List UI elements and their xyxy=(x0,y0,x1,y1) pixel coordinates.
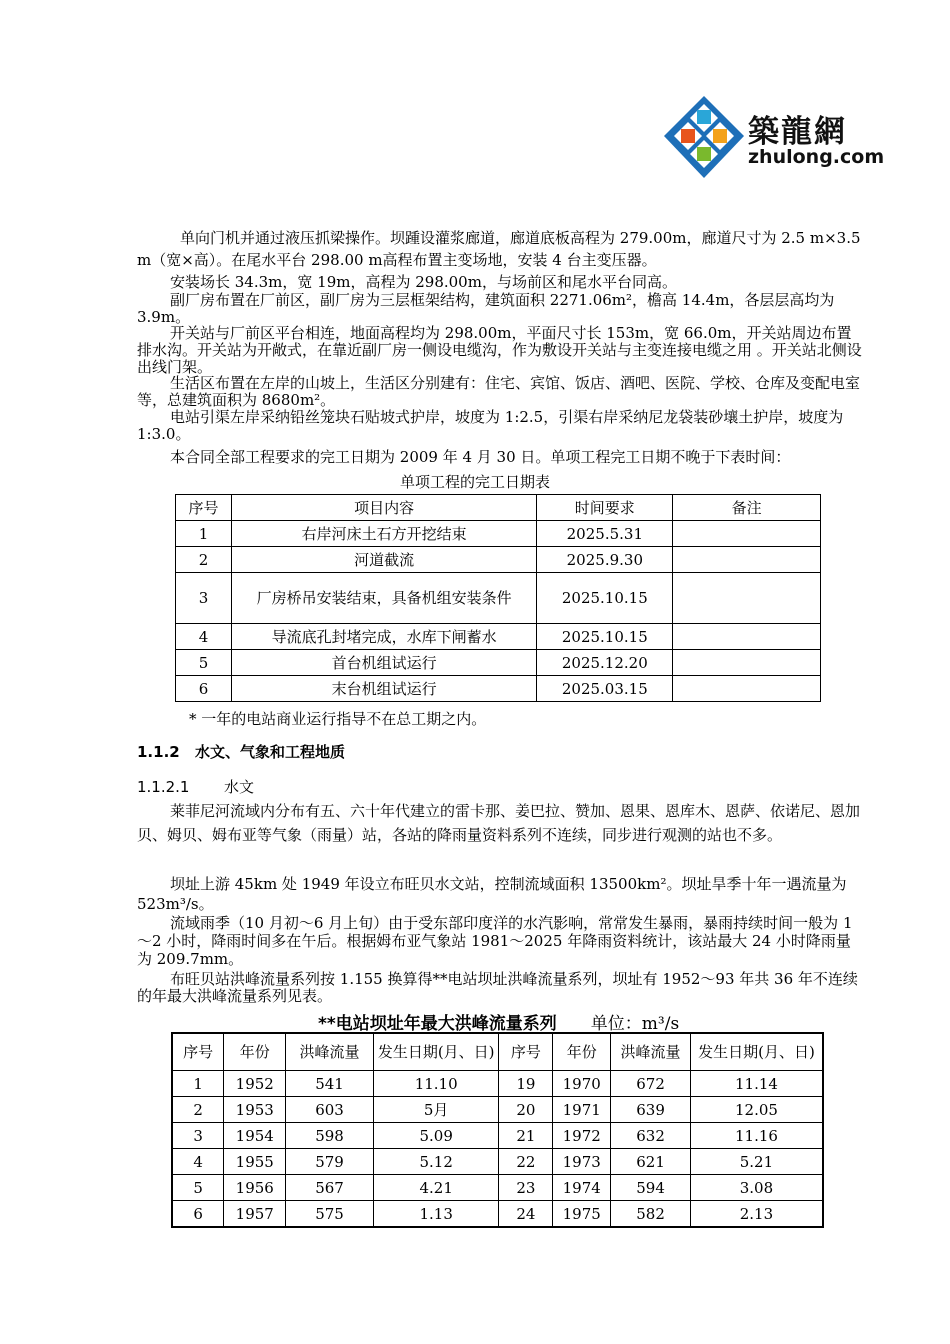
cell-index: 1 xyxy=(176,521,232,547)
cell: 5.21 xyxy=(690,1149,823,1175)
table-row xyxy=(172,1097,823,1123)
logo-mark-icon xyxy=(664,96,744,178)
cell: 19 xyxy=(499,1071,553,1097)
cell-item: 右岸河床土石方开挖结束 xyxy=(231,521,536,547)
table-row xyxy=(176,547,821,573)
table-row xyxy=(172,1071,823,1097)
cell: 3 xyxy=(172,1123,224,1149)
hydro-paragraph-2: 坝址上游 45km 处 1949 年设立布旺贝水文站，控制流域面积 13500km²。坝址旱季十年一遇流量为 523m³/s。 xyxy=(137,875,847,913)
subsection-number: 1.1.2.1 xyxy=(137,778,190,796)
cell: 11.10 xyxy=(373,1071,499,1097)
cell-index: 6 xyxy=(176,676,232,702)
header-cell: 洪峰流量 xyxy=(611,1033,691,1071)
header-date-label: 发生日期(月、日) xyxy=(698,1043,815,1061)
cell-item: 厂房桥吊安装结束，具备机组安装条件 xyxy=(231,573,536,624)
cell-item: 末台机组试运行 xyxy=(231,676,536,702)
cell: 2.13 xyxy=(690,1201,823,1228)
cell: 5.12 xyxy=(373,1149,499,1175)
cell: 639 xyxy=(611,1097,691,1123)
cell: 594 xyxy=(611,1175,691,1201)
cell: 1973 xyxy=(553,1149,611,1175)
cell: 24 xyxy=(499,1201,553,1228)
cell: 1953 xyxy=(224,1097,286,1123)
cell-item: 导流底孔封堵完成，水库下闸蓄水 xyxy=(231,624,536,650)
cell: 1971 xyxy=(553,1097,611,1123)
table-header-row xyxy=(172,1033,823,1071)
cell: 1970 xyxy=(553,1071,611,1097)
header-cell: 年份 xyxy=(553,1033,611,1071)
cell: 1.13 xyxy=(373,1201,499,1228)
section-number: 1.1.2 xyxy=(137,743,180,761)
cell: 579 xyxy=(286,1149,374,1175)
cell-index: 2 xyxy=(176,547,232,573)
subsection-heading xyxy=(137,776,254,797)
table-row xyxy=(176,521,821,547)
table-row xyxy=(176,624,821,650)
cell: 672 xyxy=(611,1071,691,1097)
cell: 1956 xyxy=(224,1175,286,1201)
paragraph-2: 安装场长 34.3m，宽 19m，高程为 298.00m，与场前区和尾水平台同高。 xyxy=(170,273,677,291)
cell: 1955 xyxy=(224,1149,286,1175)
cell-remark xyxy=(673,547,821,573)
completion-date-table xyxy=(175,494,821,702)
cell: 1972 xyxy=(553,1123,611,1149)
cell: 1952 xyxy=(224,1071,286,1097)
zhulong-logo xyxy=(664,96,884,186)
logo-english-text: zhulong.com xyxy=(748,146,885,168)
flood-peak-table xyxy=(171,1032,824,1228)
cell-item: 河道截流 xyxy=(231,547,536,573)
cell-remark xyxy=(673,624,821,650)
header-cell: 序号 xyxy=(172,1033,224,1071)
cell: 1957 xyxy=(224,1201,286,1228)
cell-item: 首台机组试运行 xyxy=(231,650,536,676)
table-row xyxy=(172,1175,823,1201)
table-row xyxy=(172,1149,823,1175)
cell-date: 2025.9.30 xyxy=(537,547,673,573)
cell: 22 xyxy=(499,1149,553,1175)
cell: 21 xyxy=(499,1123,553,1149)
cell: 603 xyxy=(286,1097,374,1123)
cell-remark xyxy=(673,573,821,624)
hydro-paragraph-3: 流域雨季（10 月初～6 月上旬）由于受东部印度洋的水汽影响，常常发生暴雨，暴雨持续时间一般为 1～2 小时，降雨时间多在午后。根据姆布亚气象站 1981～2025 年降雨资料统计，该站最大 24 小时降雨量为 209.7mm。 xyxy=(137,914,853,968)
cell-remark xyxy=(673,676,821,702)
header-cell xyxy=(373,1033,499,1071)
cell: 3.08 xyxy=(690,1175,823,1201)
table-row xyxy=(176,676,821,702)
cell: 541 xyxy=(286,1071,374,1097)
cell-date: 2025.5.31 xyxy=(537,521,673,547)
table1-caption: 单项工程的完工日期表 xyxy=(399,473,550,491)
cell: 5月 xyxy=(373,1097,499,1123)
cell-index: 4 xyxy=(176,624,232,650)
cell: 575 xyxy=(286,1201,374,1228)
paragraph-7: 本合同全部工程要求的完工日期为 2009 年 4 月 30 日。单项工程完工日期不晚于下表时间： xyxy=(170,448,791,466)
cell: 4.21 xyxy=(373,1175,499,1201)
header-cell: 时间要求 xyxy=(537,495,673,521)
header-cell: 项目内容 xyxy=(231,495,536,521)
cell-date: 2025.10.15 xyxy=(537,624,673,650)
cell: 1 xyxy=(172,1071,224,1097)
cell-remark xyxy=(673,521,821,547)
header-date-label: 发生日期(月、日) xyxy=(377,1043,495,1061)
cell-index: 3 xyxy=(176,573,232,624)
cell: 5 xyxy=(172,1175,224,1201)
hydro-paragraph-4: 布旺贝站洪峰流量系列按 1.155 换算得**电站坝址洪峰流量系列，坝址有 1952～93 年共 36 年不连续的年最大洪峰流量系列见表。 xyxy=(137,970,858,1005)
cell: 2 xyxy=(172,1097,224,1123)
cell: 20 xyxy=(499,1097,553,1123)
cell-index: 5 xyxy=(176,650,232,676)
cell: 23 xyxy=(499,1175,553,1201)
cell: 5.09 xyxy=(373,1123,499,1149)
table-header-row xyxy=(176,495,821,521)
table-row xyxy=(176,650,821,676)
cell: 632 xyxy=(611,1123,691,1149)
header-cell xyxy=(690,1033,823,1071)
table2-caption xyxy=(318,1009,679,1034)
paragraph-6: 电站引渠左岸采纳铅丝笼块石贴坡式护岸，坡度为 1:2.5，引渠右岸采纳尼龙袋装砂壤土护岸，坡度为 1:3.0。 xyxy=(137,408,844,443)
cell: 11.16 xyxy=(690,1123,823,1149)
header-cell: 序号 xyxy=(499,1033,553,1071)
header-cell: 洪峰流量 xyxy=(286,1033,374,1071)
paragraph-4: 开关站与厂前区平台相连，地面高程均为 298.00m，平面尺寸长 153m，宽 66.0m，开关站周边布置排水沟。开关站为开敞式，在靠近副厂房一侧设电缆沟，作为敷设开关站与主变连接电缆之用 。开关站北侧设出线门架。 xyxy=(137,324,862,376)
paragraph-1: 单向门机并通过液压抓梁操作。坝踵设灌浆廊道，廊道底板高程为 279.00m，廊道尺寸为 2.5 m×3.5 m（宽×高）。在尾水平台 298.00 m高程布置主变场地，安装 4 台主变压器。 xyxy=(137,229,861,269)
paragraph-5: 生活区布置在左岸的山坡上，生活区分别建有：住宅、宾馆、饭店、酒吧、医院、学校、仓库及变配电室等，总建筑面积为 8680m²。 xyxy=(137,374,861,409)
table2-title: **电站坝址年最大洪峰流量系列 xyxy=(318,1014,557,1034)
table-row xyxy=(176,573,821,624)
cell: 567 xyxy=(286,1175,374,1201)
subsection-title: 水文 xyxy=(224,778,255,796)
cell: 12.05 xyxy=(690,1097,823,1123)
cell: 1975 xyxy=(553,1201,611,1228)
table-row xyxy=(172,1201,823,1228)
cell: 4 xyxy=(172,1149,224,1175)
table2-unit: 单位：m³/s xyxy=(590,1014,680,1034)
table-row xyxy=(172,1123,823,1149)
section-title: 水文、气象和工程地质 xyxy=(195,743,346,761)
cell: 598 xyxy=(286,1123,374,1149)
cell-date: 2025.12.20 xyxy=(537,650,673,676)
header-cell: 备注 xyxy=(673,495,821,521)
logo-chinese-text: 築龍網 xyxy=(748,114,847,150)
table1-note: * 一年的电站商业运行指导不在总工期之内。 xyxy=(189,710,487,728)
section-heading xyxy=(137,741,345,762)
cell-date: 2025.03.15 xyxy=(537,676,673,702)
cell: 1954 xyxy=(224,1123,286,1149)
cell-date: 2025.10.15 xyxy=(537,573,673,624)
cell: 1974 xyxy=(553,1175,611,1201)
paragraph-3: 副厂房布置在厂前区，副厂房为三层框架结构，建筑面积 2271.06m²，檐高 14.4m，各层层高均为 3.9m。 xyxy=(137,291,835,326)
cell: 582 xyxy=(611,1201,691,1228)
hydro-paragraph-1: 莱菲尼河流域内分布有五、六十年代建立的雷卡那、姜巴拉、赞加、恩果、恩库木、恩萨、依诺尼、恩加贝、姆贝、姆布亚等气象（雨量）站，各站的降雨量资料系列不连续，同步进行观测的站也不多。 xyxy=(137,802,861,844)
cell: 11.14 xyxy=(690,1071,823,1097)
cell-remark xyxy=(673,650,821,676)
header-cell: 序号 xyxy=(176,495,232,521)
cell: 621 xyxy=(611,1149,691,1175)
header-cell: 年份 xyxy=(224,1033,286,1071)
cell: 6 xyxy=(172,1201,224,1228)
